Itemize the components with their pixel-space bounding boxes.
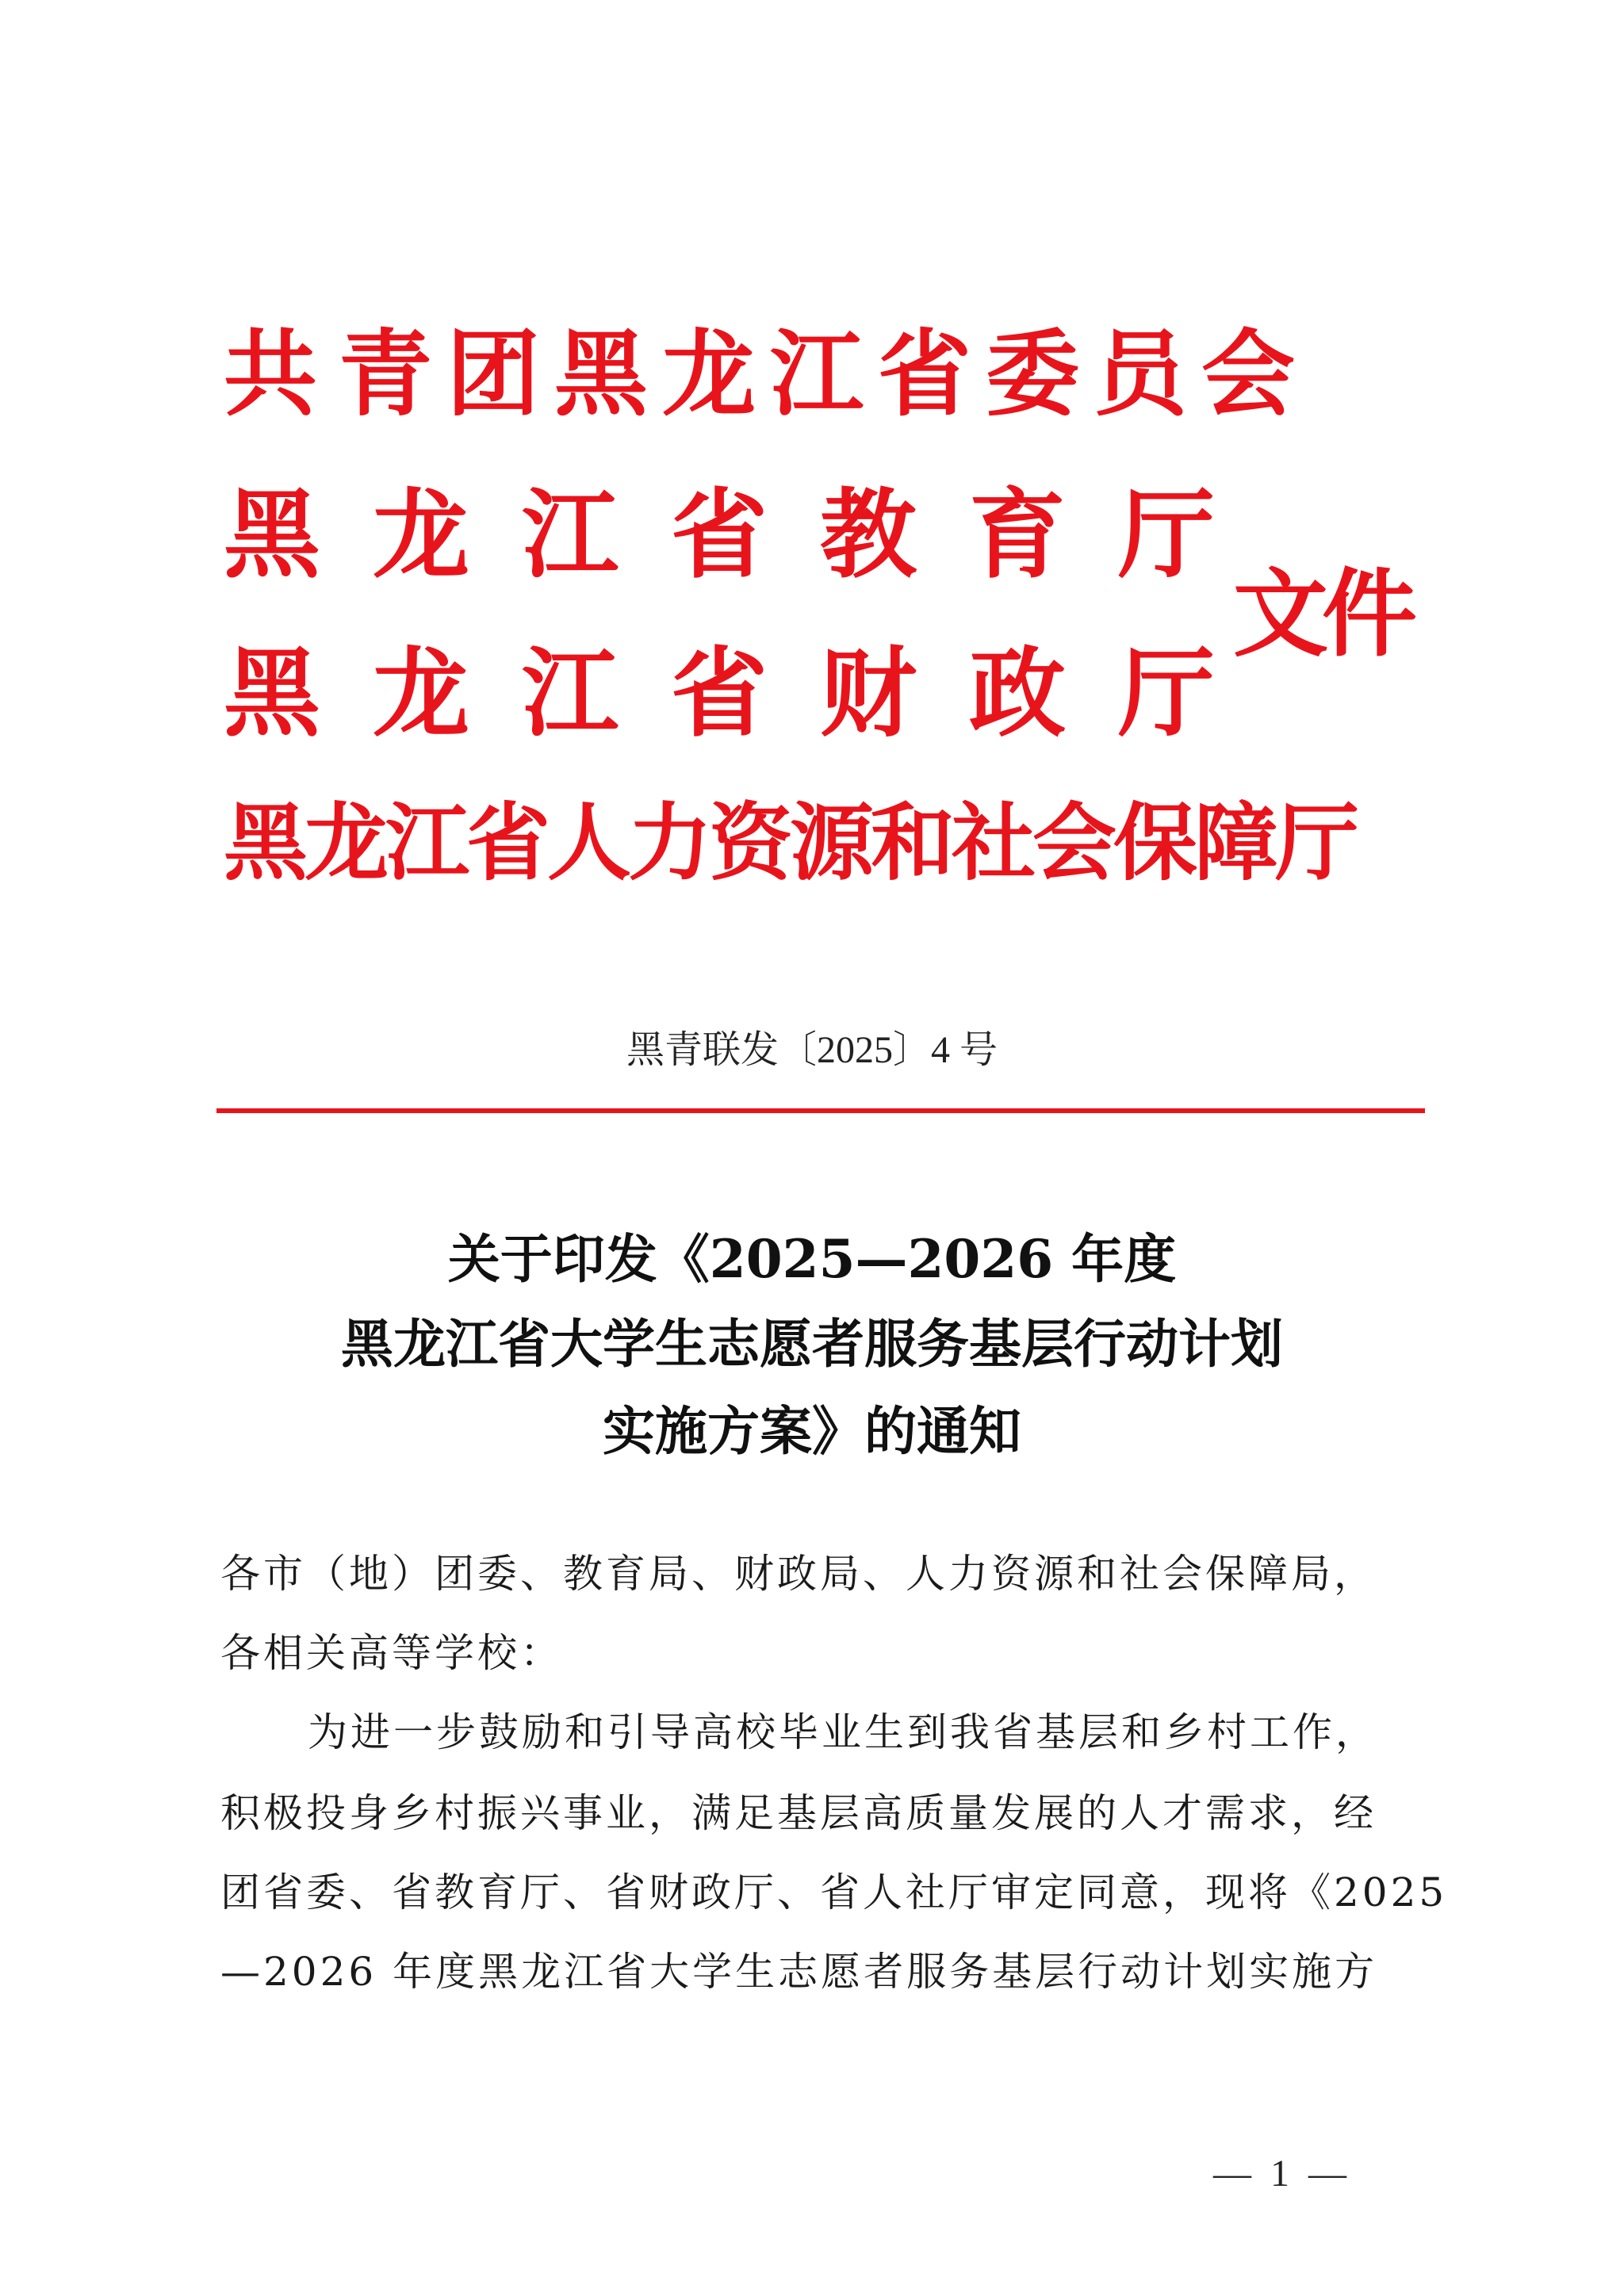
issuer-char: 会 <box>1201 319 1295 429</box>
issuer-char: 厅 <box>1275 793 1359 892</box>
page-number: — 1 — <box>1213 2152 1351 2195</box>
issuer-char: 源 <box>790 793 874 892</box>
issuer-char: 共 <box>224 319 318 429</box>
issuer-line-human-resources-department <box>224 793 1359 892</box>
issuer-char: 省 <box>671 636 768 750</box>
issuer-char: 江 <box>522 477 619 591</box>
issuer-char: 黑 <box>553 319 648 429</box>
issuer-char: 青 <box>338 319 432 429</box>
red-divider-line <box>216 1108 1425 1113</box>
issuer-char: 厅 <box>1118 477 1215 591</box>
issuer-char: 人 <box>547 793 631 892</box>
issuer-char: 省 <box>877 319 971 429</box>
issuer-char: 资 <box>709 793 793 892</box>
issuer-char: 力 <box>628 793 712 892</box>
document-title-line-3: 实施方案》的通知 <box>603 1400 1021 1462</box>
issuer-char: 黑 <box>224 636 320 750</box>
body-paragraph-line-1: 为进一步鼓励和引导高校毕业生到我省基层和乡村工作， <box>308 1709 1378 1755</box>
issuer-char: 政 <box>969 636 1066 750</box>
document-type-label: 文件 <box>1233 558 1411 670</box>
addressee-line-2: 各相关高等学校： <box>220 1630 563 1676</box>
issuer-char: 龙 <box>373 477 469 591</box>
issuer-char: 会 <box>1032 793 1116 892</box>
issuer-char: 江 <box>385 793 469 892</box>
issuer-char: 江 <box>522 636 619 750</box>
issuer-char: 和 <box>871 793 955 892</box>
issuer-char: 江 <box>769 319 864 429</box>
document-title-line-2: 黑龙江省大学生志愿者服务基层行动计划 <box>341 1313 1283 1375</box>
issuer-char: 黑 <box>224 793 308 892</box>
issuer-line-finance-department <box>224 636 1267 750</box>
issuer-char: 障 <box>1194 793 1278 892</box>
issuer-char: 省 <box>466 793 550 892</box>
issuer-char: 保 <box>1113 793 1197 892</box>
issuer-line-youth-league <box>224 319 1302 429</box>
addressee-line-1: 各市（地）团委、教育局、财政局、人力资源和社会保障局， <box>220 1551 1377 1597</box>
issuer-char: 教 <box>820 477 917 591</box>
document-title-line-1: 关于印发《2025—2026 年度 <box>447 1228 1177 1290</box>
issuer-char: 育 <box>969 477 1066 591</box>
issuer-char: 省 <box>671 477 768 591</box>
issuer-char: 龙 <box>373 636 469 750</box>
issuer-char: 黑 <box>224 477 320 591</box>
issuer-line-education-department <box>224 477 1267 591</box>
issuer-char: 龙 <box>661 319 756 429</box>
body-paragraph-line-2: 积极投身乡村振兴事业，满足基层高质量发展的人才需求，经 <box>220 1790 1377 1836</box>
document-number: 黑青联发〔2025〕4 号 <box>626 1029 998 1071</box>
issuer-char: 财 <box>820 636 917 750</box>
issuer-char: 龙 <box>304 793 389 892</box>
body-paragraph-line-3: 团省委、省教育厅、省财政厅、省人社厅审定同意，现将《2025 <box>220 1869 1448 1915</box>
issuer-char: 委 <box>985 319 1079 429</box>
issuer-char: 员 <box>1093 319 1187 429</box>
issuer-char: 团 <box>446 319 540 429</box>
issuer-char: 社 <box>952 793 1036 892</box>
body-paragraph-line-4: —2026 年度黑龙江省大学生志愿者服务基层行动计划实施方 <box>220 1949 1378 1995</box>
issuer-char: 厅 <box>1118 636 1215 750</box>
